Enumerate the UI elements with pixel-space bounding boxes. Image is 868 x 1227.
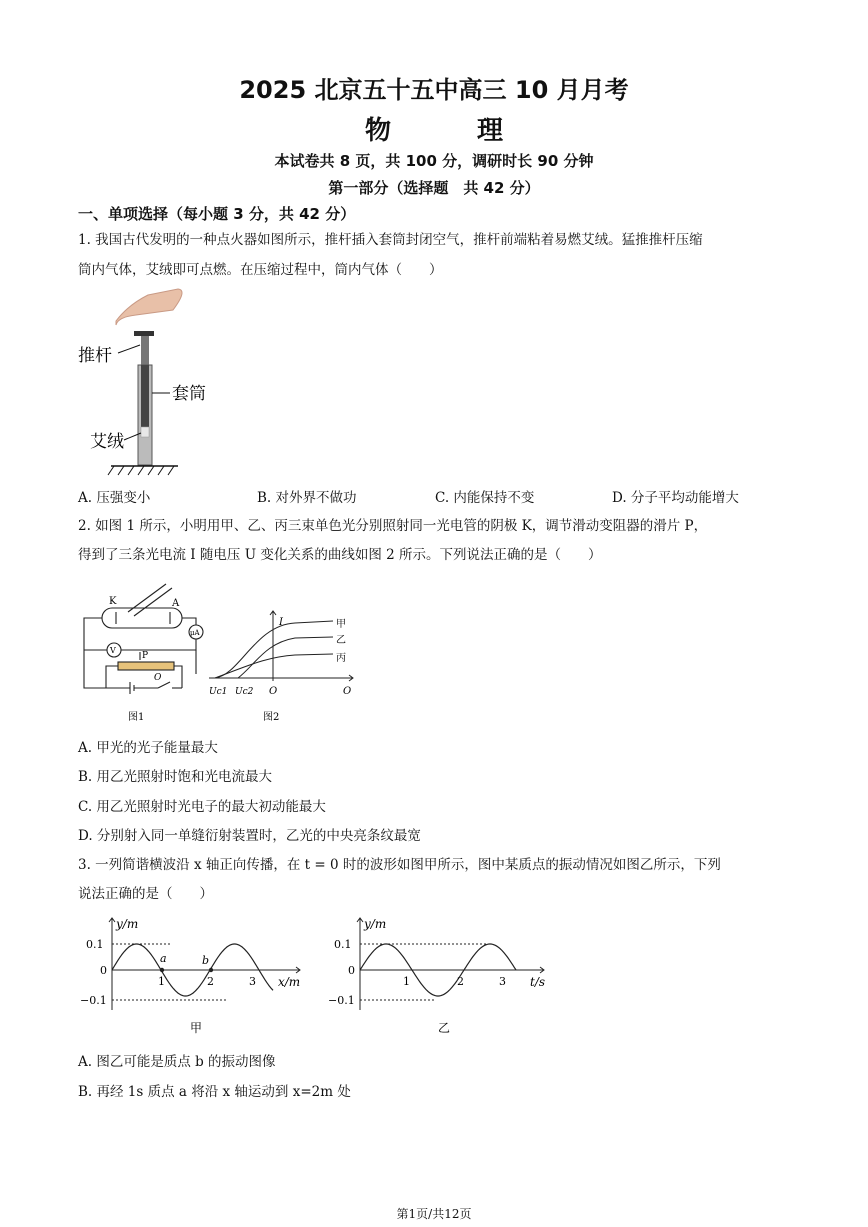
q3-option-b: B. 再经 1s 质点 a 将沿 x 轴运动到 x=2m 处: [78, 1084, 351, 1100]
label-bing: 丙: [336, 653, 346, 664]
ytick-neg: −0.1: [328, 994, 355, 1007]
q2-option-c: C. 用乙光照射时光电子的最大初动能最大: [78, 799, 326, 815]
caption-jia: 甲: [190, 1021, 203, 1035]
q3-stem-line1: 3. 一列简谐横波沿 x 轴正向传播，在 t = 0 时的波形如图甲所示，图中某质点的振动情况如图乙所示，下列: [78, 857, 721, 873]
caption-yi: 乙: [438, 1021, 451, 1035]
push-rod: [141, 336, 149, 366]
q3-option-a: A. 图乙可能是质点 b 的振动图像: [78, 1054, 276, 1070]
xtick-2: 2: [457, 975, 464, 988]
q1-stem-line2: 筒内气体，艾绒即可点燃。在压缩过程中，筒内气体（ ）: [78, 262, 443, 278]
xlabel: t/s: [530, 975, 546, 989]
label-sleeve: 套筒: [172, 384, 206, 404]
label-jia: 甲: [336, 619, 346, 630]
q2-option-d: D. 分别射入同一单缝衍射装置时，乙光的中央亮条纹最宽: [78, 828, 421, 844]
label-P: P: [142, 651, 149, 661]
ytick-zero: 0: [348, 964, 355, 977]
label-a: a: [160, 952, 167, 965]
label-uc1: Uc1: [209, 687, 228, 697]
q2-circuit-figure: [78, 580, 213, 728]
ytick-zero: 0: [100, 964, 107, 977]
label-O2: O: [343, 686, 352, 697]
q3-stem-line2: 说法正确的是（ ）: [78, 886, 213, 902]
xtick-1: 1: [158, 975, 165, 988]
label-V: V: [110, 646, 116, 655]
section-title: 一、单项选择（每小题 3 分，共 42 分）: [78, 205, 356, 223]
xtick-3: 3: [249, 975, 256, 988]
q2-iu-graph: [205, 605, 365, 727]
xlabel: x/m: [278, 975, 301, 989]
xtick-2: 2: [207, 975, 214, 988]
q1-option-c: C. 内能保持不变: [435, 490, 535, 506]
label-rod: 推杆: [78, 346, 112, 366]
q2-stem-line1: 2. 如图 1 所示，小明用甲、乙、丙三束单色光分别照射同一光电管的阴极 K，调节滑动变阻器的滑片 P，: [78, 518, 708, 534]
label-uA: μA: [190, 629, 200, 637]
q1-igniter-figure: [78, 285, 228, 480]
ylabel: y/m: [364, 917, 387, 931]
label-K: K: [109, 596, 117, 607]
q1-option-b: B. 对外界不做功: [257, 490, 357, 506]
label-O1: O: [269, 686, 278, 697]
q3-vibration-graph-yi: [326, 910, 556, 1040]
q1-stem-line1: 1. 我国古代发明的一种点火器如图所示，推杆插入套筒封闭空气，推杆前端粘着易燃艾绒。猛推推杆压缩: [78, 232, 703, 248]
point-a: [160, 968, 164, 972]
ylabel: y/m: [116, 917, 139, 931]
xtick-3: 3: [499, 975, 506, 988]
label-uc2: Uc2: [235, 687, 254, 697]
curve-bing: [215, 654, 333, 678]
exam-info: 本试卷共 8 页，共 100 分，调研时长 90 分钟: [274, 152, 594, 170]
q1-option-d: D. 分子平均动能增大: [612, 490, 739, 506]
label-yi: 乙: [336, 635, 346, 646]
rheostat: [118, 662, 174, 670]
fig1-caption: 图1: [128, 712, 145, 723]
q1-option-a: A. 压强变小: [78, 490, 151, 506]
q2-option-a: A. 甲光的光子能量最大: [78, 740, 218, 756]
label-moxa: 艾绒: [90, 432, 124, 452]
part-title: 第一部分（选择题 共 42 分）: [328, 179, 540, 197]
label-A: A: [172, 598, 180, 609]
rod-cap: [134, 331, 154, 336]
curve-jia: [215, 621, 333, 678]
q3-wave-graph-jia: [78, 910, 318, 1040]
label-I: I: [279, 617, 283, 628]
ytick-pos: 0.1: [334, 938, 352, 951]
q2-option-b: B. 用乙光照射时饱和光电流最大: [78, 769, 273, 785]
subject-title: 物 理: [364, 116, 533, 146]
rod-inside: [141, 365, 149, 427]
ytick-pos: 0.1: [86, 938, 104, 951]
fig2-caption: 图2: [263, 712, 280, 723]
q2-stem-line2: 得到了三条光电流 I 随电压 U 变化关系的曲线如图 2 所示。下列说法正确的是（ ）: [78, 547, 602, 563]
label-b: b: [202, 954, 210, 967]
point-b: [209, 968, 213, 972]
curve-yi: [238, 637, 333, 678]
xtick-1: 1: [403, 975, 410, 988]
moxa: [141, 427, 149, 437]
exam-title: 2025 北京五十五中高三 10 月月考: [239, 76, 629, 104]
ytick-neg: −0.1: [80, 994, 107, 1007]
label-O: O: [154, 673, 162, 683]
hand-icon: [116, 289, 182, 325]
page-number: 第1页/共12页: [396, 1207, 472, 1221]
